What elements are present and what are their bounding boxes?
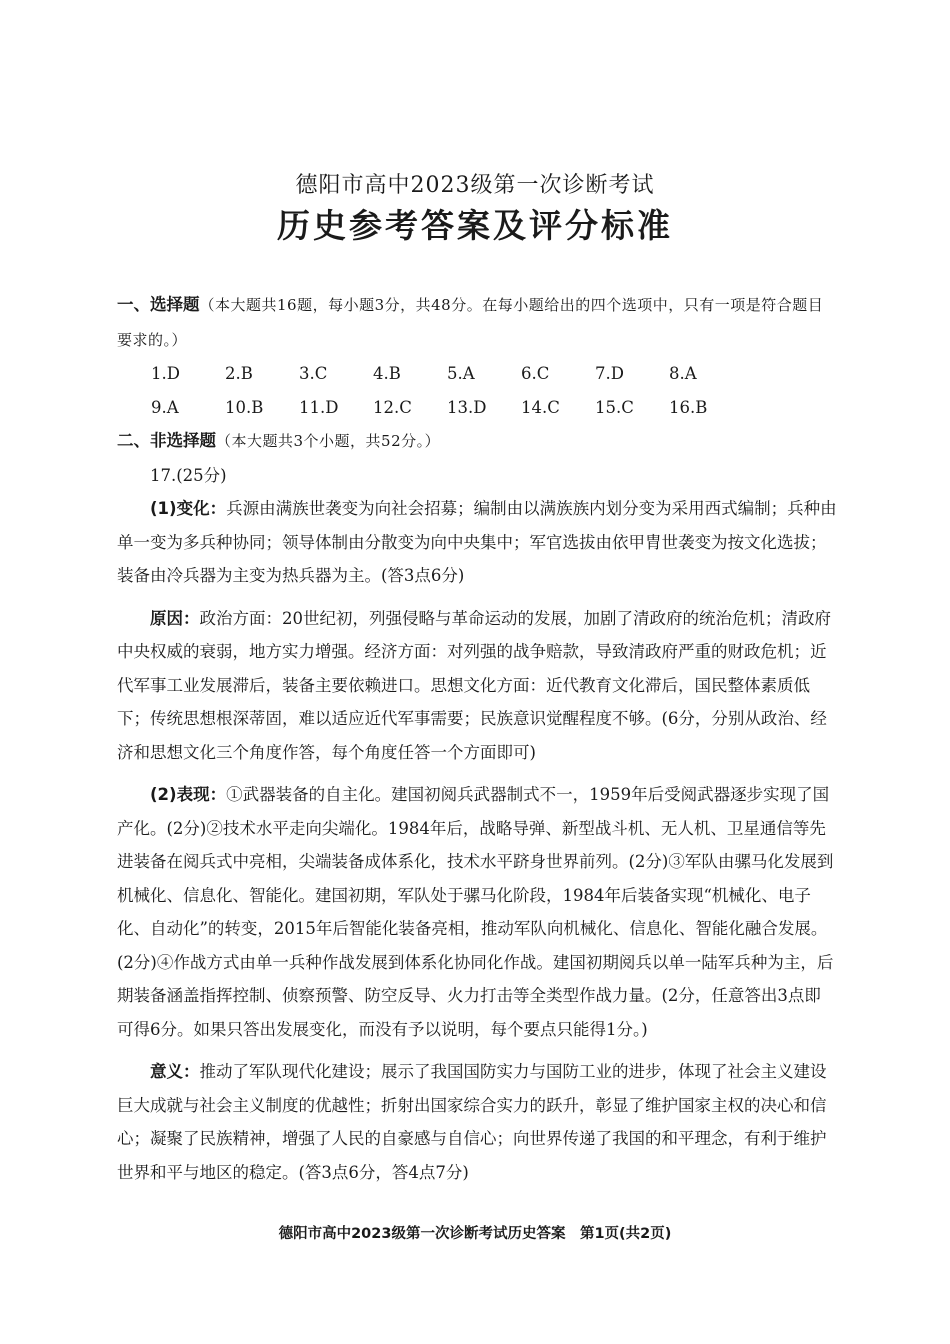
answer-body bbox=[117, 288, 837, 1189]
answer-part2-significance bbox=[117, 1055, 837, 1189]
answer-item: 7.D bbox=[595, 364, 624, 383]
answer-item: 8.A bbox=[669, 364, 697, 383]
question-17-label: 17.(25分) bbox=[150, 465, 227, 485]
answer-item: 12.C bbox=[373, 397, 412, 417]
part4-label: 意义： bbox=[150, 1062, 200, 1081]
part3-text: ①武器装备的自主化。建国初阅兵武器制式不一，1959年后受阅武器逐步实现了国产化。(2分)②技术水平走向尖端化。1984年后，战略导弹、新型战斗机、无人机、卫星通信等先进装备在阅兵式中亮相，尖端装备成体系化，技术水平跻身世界前列。(2分)③军队由骡马化发展到机械化、信息化、智能化。建国初期，军队处于骡马化阶段，1984年后装备实现“机械化、电子化、自动化”的转变，2015年后智能化装备亮相，推动军队向机械化、信息化、智能化融合发展。(2分)④作战方式由单一兵种作战发展到体系化协同化作战。建国初期阅兵以单一陆军兵种为主，后期装备涵盖指挥控制、侦察预警、防空反导、火力打击等全类型作战力量。(2分，任意答出3点即可得6分。如果只答出发展变化，而没有予以说明，每个要点只能得1分。) bbox=[117, 785, 834, 1039]
answer-item: 5.A bbox=[447, 364, 475, 383]
answer-item: 16.B bbox=[669, 397, 708, 417]
part2-label: 原因： bbox=[150, 608, 200, 628]
answer-item: 13.D bbox=[447, 397, 487, 417]
section1-heading: 一、选择题 bbox=[117, 295, 200, 314]
answer-item: 3.C bbox=[299, 364, 328, 383]
section1-note: （本大题共16题，每小题3分，共48分。在每小题给出的四个选项中，只有一项是符合题目要求的。） bbox=[117, 296, 824, 349]
answer-row-2 bbox=[117, 391, 837, 425]
answer-item: 4.B bbox=[373, 364, 401, 383]
answer-item: 6.C bbox=[521, 364, 550, 383]
part1-label: (1)变化： bbox=[150, 499, 227, 518]
answer-part2-performance bbox=[117, 778, 837, 1046]
answer-item: 9.A bbox=[151, 397, 179, 417]
answer-part1-reason bbox=[117, 602, 837, 770]
section2-heading: 二、非选择题 bbox=[117, 431, 216, 450]
answer-row-1 bbox=[117, 357, 837, 391]
exam-subtitle: 德阳市高中2023级第一次诊断考试 bbox=[295, 173, 655, 198]
part3-label: (2)表现： bbox=[150, 785, 227, 804]
answer-item: 2.B bbox=[225, 364, 253, 383]
answer-item: 14.C bbox=[521, 397, 560, 417]
part4-text: 推动了军队现代化建设；展示了我国国防实力与国防工业的进步，体现了社会主义建设巨大成就与社会主义制度的优越性；折射出国家综合实力的跃升，彰显了维护国家主权的决心和信心；凝聚了民族精神，增强了人民的自豪感与自信心；向世界传递了我国的和平理念，有利于维护世界和平与地区的稳定。(答3点6分，答4点7分) bbox=[117, 1062, 827, 1182]
part1-text: 兵源由满族世袭变为向社会招募；编制由以满族族内划分变为采用西式编制；兵种由单一变为多兵种协同；领导体制由分散变为向中央集中；军官选拔由依甲胄世袭变为按文化选拔；装备由冷兵器为主变为热兵器为主。(答3点6分) bbox=[117, 499, 837, 585]
page-title: 历史参考答案及评分标准 bbox=[277, 206, 673, 245]
answer-item: 15.C bbox=[595, 397, 634, 417]
section2-header bbox=[117, 424, 837, 459]
section1-header bbox=[117, 288, 837, 357]
answer-part1-change bbox=[117, 492, 837, 593]
section2-note: （本大题共3个小题，共52分。） bbox=[216, 432, 441, 450]
answer-item: 10.B bbox=[225, 397, 264, 417]
answer-item: 11.D bbox=[299, 397, 339, 417]
page-footer: 德阳市高中2023级第一次诊断考试历史答案 第1页(共2页) bbox=[278, 1226, 672, 1242]
part2-text: 政治方面：20世纪初，列强侵略与革命运动的发展，加剧了清政府的统治危机；清政府中央权威的衰弱，地方实力增强。经济方面：对列强的战争赔款，导致清政府严重的财政危机；近代军事工业发展滞后，装备主要依赖进口。思想文化方面：近代教育文化滞后，国民整体素质低下；传统思想根深蒂固，难以适应近代军事需要；民族意识觉醒程度不够。(6分，分别从政治、经济和思想文化三个角度作答，每个角度任答一个方面即可) bbox=[117, 608, 831, 762]
answer-item: 1.D bbox=[151, 364, 180, 383]
